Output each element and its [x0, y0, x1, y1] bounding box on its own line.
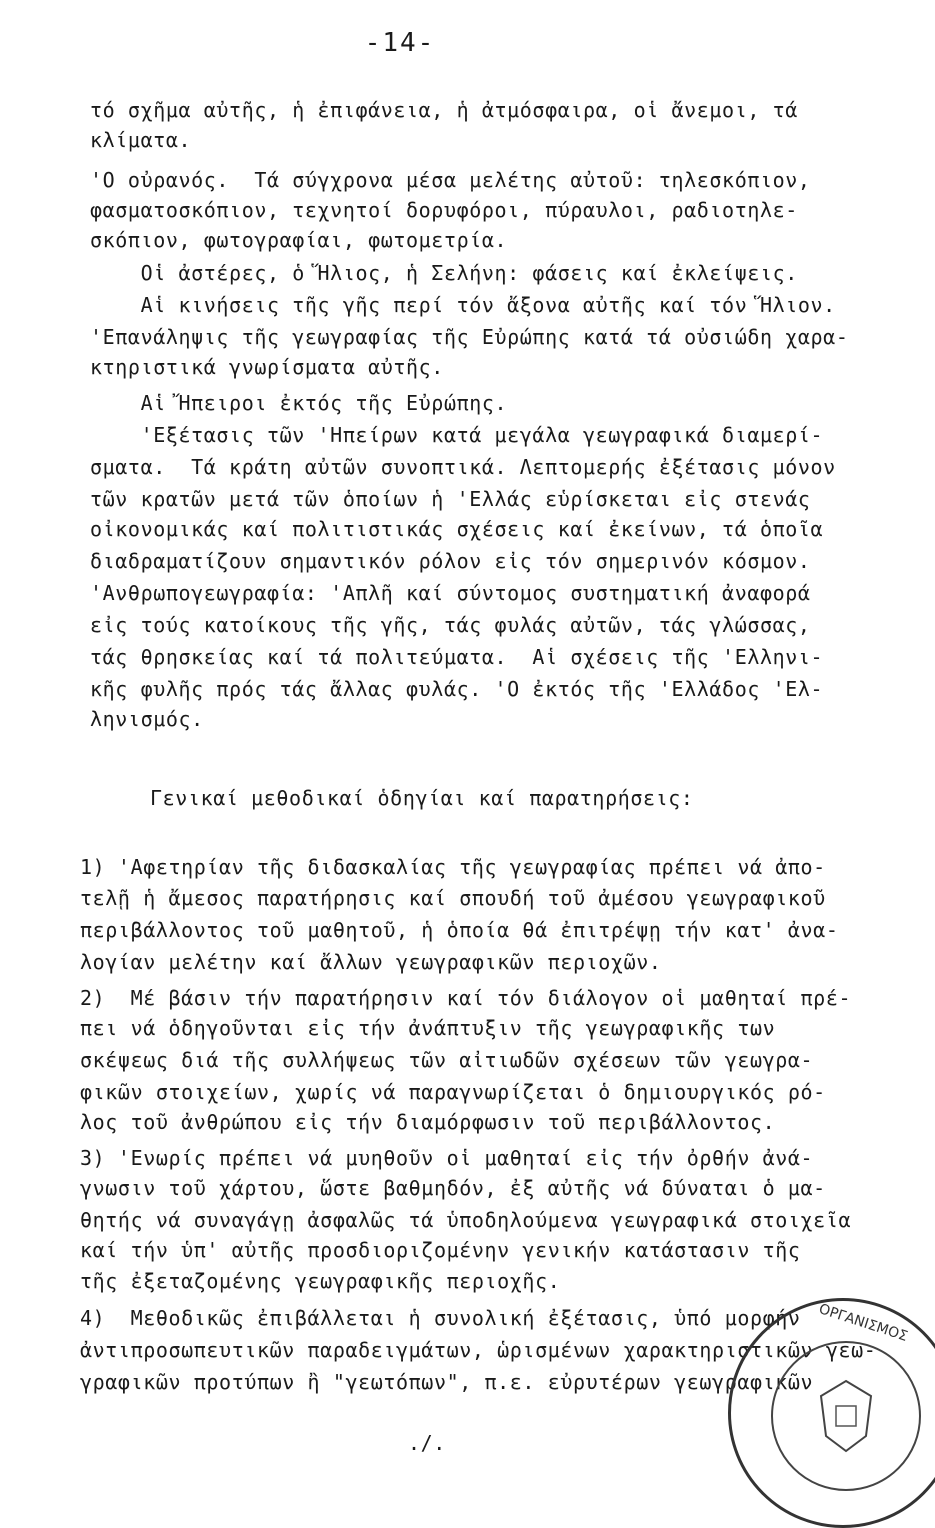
- guideline-line: λος τοῦ ἀνθρώπου εἰς τήν διαμόρφωσιν τοῦ περιβάλλοντος.: [80, 1110, 776, 1134]
- guideline-line: γνωσιν τοῦ χάρτου, ὥστε βαθμηδόν, ἐξ αὐτῆς νά δύναται ὁ μα-: [80, 1176, 826, 1200]
- guideline-line: γραφικῶν προτύπων ἢ "γεωτόπων", π.ε. εὐρυτέρων γεωγραφικῶν: [80, 1370, 814, 1394]
- official-stamp: [728, 1298, 935, 1528]
- page-number: -14-: [364, 28, 436, 58]
- stamp-emblem-icon: [791, 1361, 901, 1471]
- guideline-line: τελῇ ἡ ἄμεσος παρατήρησις καί σπουδή τοῦ ἀμέσου γεωγραφικοῦ: [80, 886, 826, 910]
- guideline-line: σκέψεως διά τῆς συλλήψεως τῶν αἰτιωδῶν σχέσεων τῶν γεωγρα-: [80, 1048, 814, 1072]
- text-line: Αἱ Ἤπειροι ἐκτός τῆς Εὐρώπης.: [90, 391, 508, 415]
- text-line: κλίματα.: [90, 128, 192, 152]
- guideline-line: ἀντιπροσωπευτικῶν παραδειγμάτων, ὡρισμένων χαρακτηριστικῶν γεω-: [80, 1338, 877, 1362]
- text-line: οἰκονομικάς καί πολιτιστικάς σχέσεις καί ἐκείνων, τά ὁποῖα: [90, 517, 824, 541]
- text-line: Αἱ κινήσεις τῆς γῆς περί τόν ἄξονα αὐτῆς καί τόν Ἥλιον.: [90, 293, 836, 317]
- guideline-line: 2) Μέ βάσιν τήν παρατήρησιν καί τόν διάλογον οἱ μαθηταί πρέ-: [80, 986, 852, 1010]
- text-line: τάς θρησκείας καί τά πολιτεύματα. Αἱ σχέσεις τῆς 'Ελληνι-: [90, 645, 824, 669]
- text-line: εἰς τούς κατοίκους τῆς γῆς, τάς φυλάς αὐτῶν, τάς γλώσσας,: [90, 613, 811, 637]
- text-line: 'Εξέτασις τῶν 'Ηπείρων κατά μεγάλα γεωγραφικά διαμερί-: [90, 423, 824, 447]
- text-line: διαδραματίζουν σημαντικόν ρόλον εἰς τόν σημερινόν κόσμον.: [90, 549, 811, 573]
- stamp-text: ΟΡΓΑΝΙΣΜΟΣ: [816, 1301, 910, 1345]
- text-line: κτηριστικά γνωρίσματα αὐτῆς.: [90, 355, 444, 379]
- text-line: φασματοσκόπιον, τεχνητοί δορυφόροι, πύραυλοι, ραδιοτηλε-: [90, 198, 798, 222]
- continuation-mark: ./.: [408, 1431, 446, 1455]
- guideline-line: καί τήν ὑπ' αὐτῆς προσδιοριζομένην γενικήν κατάστασιν τῆς: [80, 1238, 801, 1262]
- text-line: κῆς φυλῆς πρός τάς ἄλλας φυλάς. 'Ο ἐκτός τῆς 'Ελλάδος 'Ελ-: [90, 677, 824, 701]
- guideline-line: πει νά ὁδηγοῦνται εἰς τήν ἀνάπτυξιν τῆς γεωγραφικῆς των: [80, 1016, 776, 1040]
- text-line: 'Ο οὐρανός. Τά σύγχρονα μέσα μελέτης αὐτοῦ: τηλεσκόπιον,: [90, 168, 811, 192]
- guideline-line: λογίαν μελέτην καί ἄλλων γεωγραφικῶν περιοχῶν.: [80, 950, 662, 974]
- text-line: τό σχῆμα αὐτῆς, ἡ ἐπιφάνεια, ἡ ἀτμόσφαιρα, οἱ ἄνεμοι, τά: [90, 98, 798, 122]
- text-line: ληνισμός.: [90, 707, 204, 731]
- text-line: σματα. Τά κράτη αὐτῶν συνοπτικά. Λεπτομερής ἐξέτασις μόνον: [90, 455, 836, 479]
- text-line: 'Επανάληψις τῆς γεωγραφίας τῆς Εὐρώπης κατά τά οὐσιώδη χαρα-: [90, 325, 849, 349]
- guideline-line: τῆς ἐξεταζομένης γεωγραφικῆς περιοχῆς.: [80, 1269, 561, 1293]
- text-line: σκόπιον, φωτογραφίαι, φωτομετρία.: [90, 228, 508, 252]
- text-line: Οἱ ἀστέρες, ὁ Ἥλιος, ἡ Σελήνη: φάσεις καί ἐκλείψεις.: [90, 261, 798, 285]
- text-line: τῶν κρατῶν μετά τῶν ὁποίων ἡ 'Ελλάς εὑρίσκεται εἰς στενάς: [90, 487, 811, 511]
- section-heading: Γενικαί μεθοδικαί ὁδηγίαι καί παρατηρήσεις:: [150, 786, 694, 810]
- guideline-line: φικῶν στοιχείων, χωρίς νά παραγνωρίζεται ὁ δημιουργικός ρό-: [80, 1080, 826, 1104]
- guideline-line: θητής νά συναγάγῃ ἀσφαλῶς τά ὑποδηλούμενα γεωγραφικά στοιχεῖα: [80, 1208, 852, 1232]
- guideline-line: 1) 'Αφετηρίαν τῆς διδασκαλίας τῆς γεωγραφίας πρέπει νά ἀπο-: [80, 855, 826, 879]
- text-line: 'Ανθρωπογεωγραφία: 'Απλῆ καί σύντομος συστηματική ἀναφορά: [90, 581, 811, 605]
- guideline-line: περιβάλλοντος τοῦ μαθητοῦ, ἡ ὁποία θά ἐπιτρέψῃ τήν κατ' ἀνα-: [80, 918, 839, 942]
- guideline-line: 4) Μεθοδικῶς ἐπιβάλλεται ἡ συνολική ἐξέτασις, ὑπό μορφήν: [80, 1306, 801, 1330]
- guideline-line: 3) 'Ενωρίς πρέπει νά μυηθοῦν οἱ μαθηταί εἰς τήν ὀρθήν ἀνά-: [80, 1146, 814, 1170]
